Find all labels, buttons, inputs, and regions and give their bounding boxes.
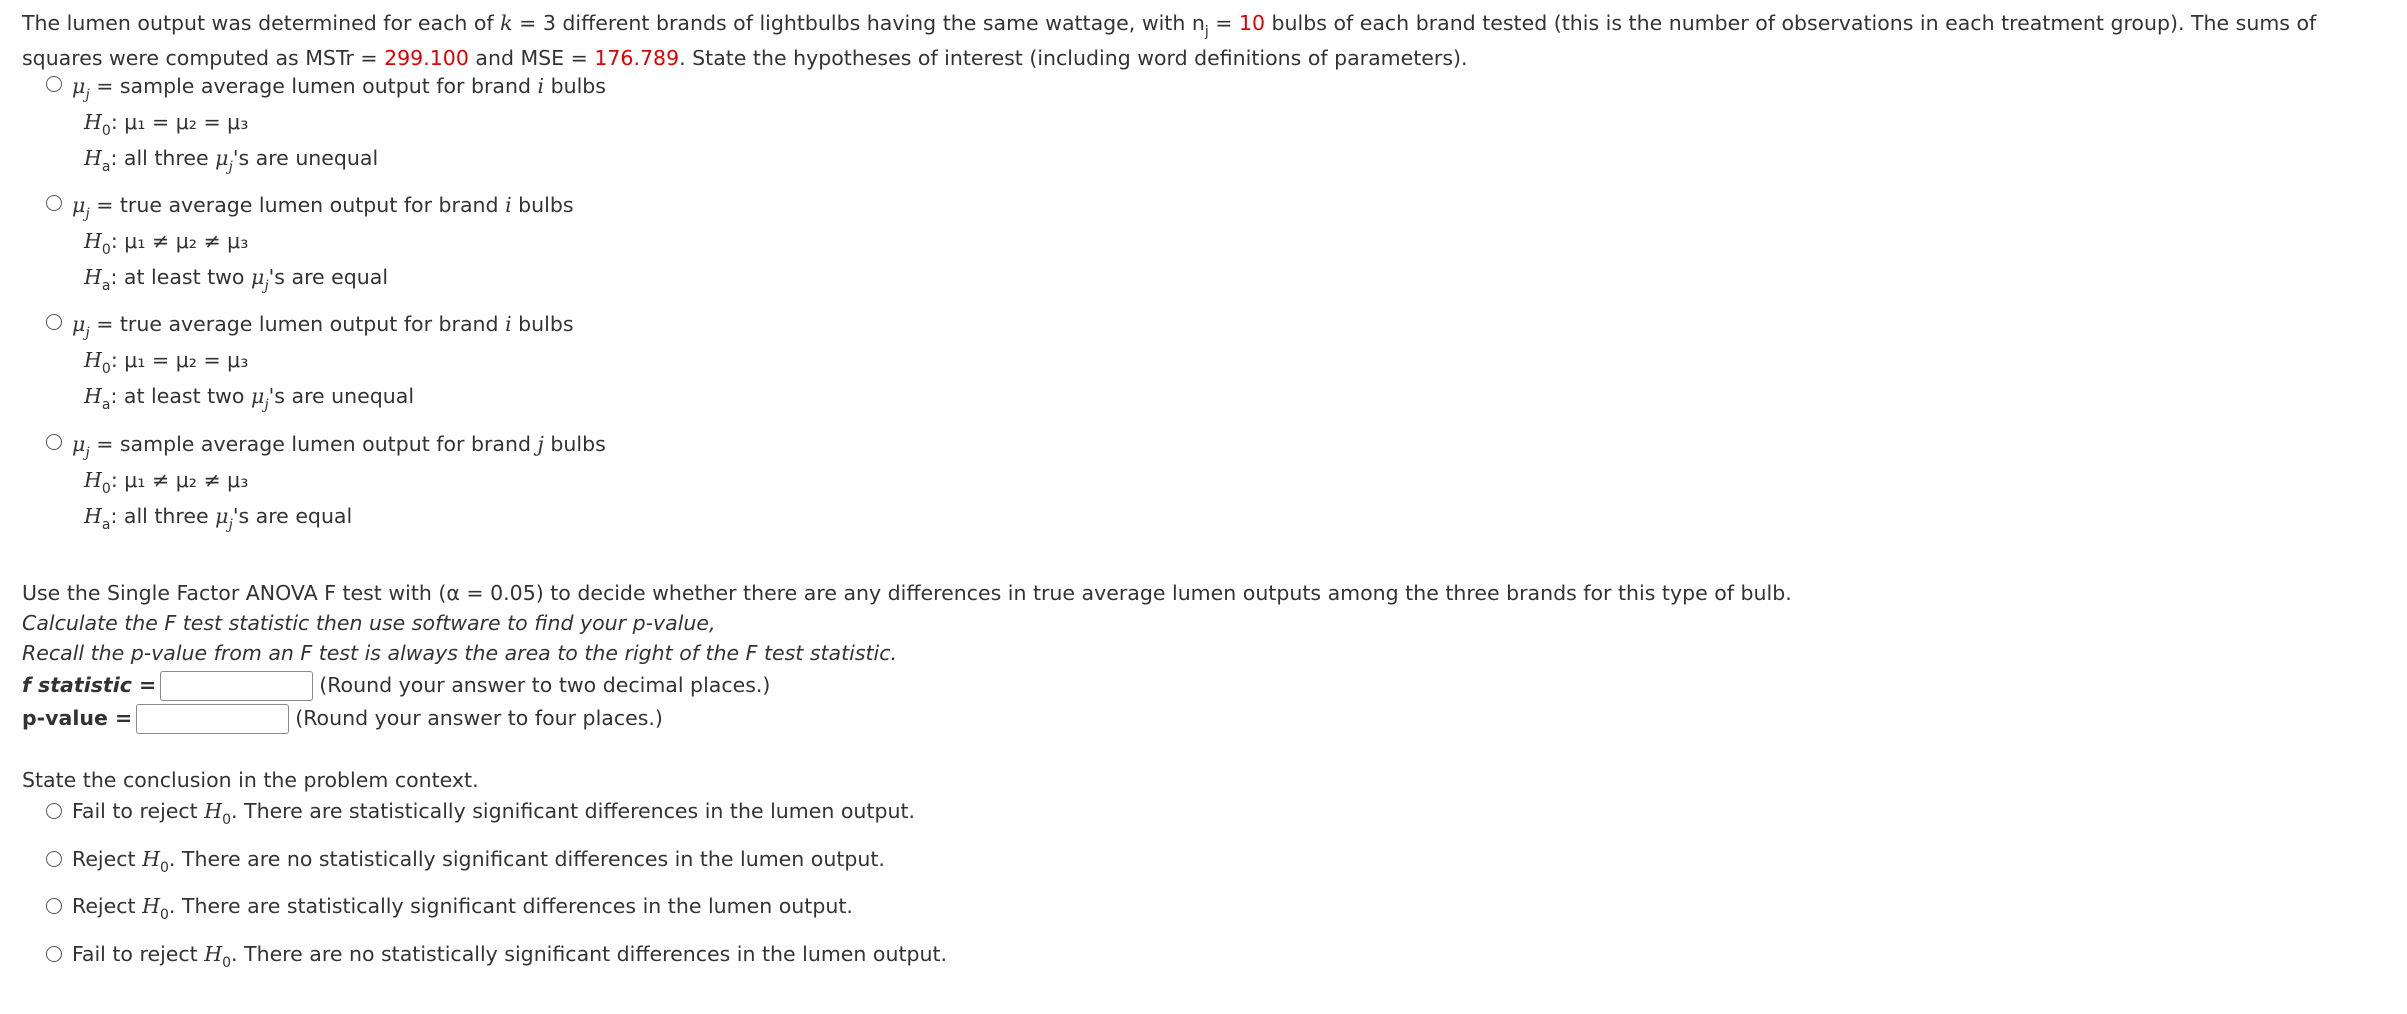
null-hypothesis	[84, 108, 249, 139]
conclusion-option[interactable]	[46, 797, 916, 828]
null-hypothesis-text: : μ₁ ≠ μ₂ ≠ μ₃	[110, 229, 249, 253]
mu-symbol: μ	[251, 384, 265, 408]
definition-text: = sample average lumen output for brand	[89, 74, 538, 98]
definition-text: = true average lumen output for brand	[89, 312, 506, 336]
mstr-value: 299.100	[384, 46, 469, 70]
mu-symbol: μ	[215, 504, 229, 528]
alternative-text: : at least two	[110, 265, 251, 289]
mu-symbol: μ	[72, 432, 86, 456]
h-symbol: H	[84, 265, 102, 289]
alternative-text: 's are unequal	[232, 146, 379, 170]
hypothesis-option[interactable]	[46, 310, 574, 413]
intro-text: The lumen output was determined for each of	[22, 11, 501, 35]
conclusion-text: . There are statistically significant differences in the lumen output.	[231, 799, 916, 823]
brand-index: i	[537, 74, 545, 98]
intro-text: = 3 different brands of lightbulbs having the same wattage, with n	[512, 11, 1205, 35]
mu-subscript: j	[85, 325, 90, 341]
null-hypothesis	[84, 466, 249, 497]
conclusion-text: . There are no statistically significant differences in the lumen output.	[231, 942, 948, 966]
mu-symbol: μ	[72, 193, 86, 217]
f-statistic-row	[22, 670, 770, 701]
f-statistic-label	[22, 673, 156, 697]
h-symbol: H	[142, 847, 160, 871]
definition-text: = true average lumen output for brand	[89, 193, 506, 217]
brand-index: i	[505, 193, 512, 217]
alternative-hypothesis	[84, 382, 415, 413]
ha-subscript: a	[101, 517, 111, 533]
p-value-input[interactable]	[136, 704, 289, 734]
null-hypothesis	[84, 227, 249, 258]
conclusion-text: Reject	[72, 847, 143, 871]
alternative-text: 's are equal	[232, 504, 353, 528]
radio-button[interactable]	[46, 76, 62, 92]
problem-statement	[22, 6, 2392, 76]
intro-text: . State the hypotheses of interest (including word definitions of parameters).	[679, 46, 1468, 70]
h-symbol: H	[142, 894, 160, 918]
p-value-hint: (Round your answer to four places.)	[295, 706, 663, 730]
alternative-hypothesis	[84, 502, 353, 533]
radio-button[interactable]	[46, 898, 62, 914]
intro-text: and MSE =	[468, 46, 595, 70]
mu-subscript: j	[228, 517, 233, 533]
conclusion-option[interactable]	[46, 940, 948, 971]
parameter-definition[interactable]	[46, 310, 574, 341]
f-statistic-label-text: f statistic =	[22, 673, 157, 697]
conclusion-text: . There are statistically significant differences in the lumen output.	[168, 894, 853, 918]
radio-button[interactable]	[46, 434, 62, 450]
anova-instruction-line: Calculate the F test statistic then use software to find your p-value,	[22, 611, 716, 635]
h0-subscript: 0	[101, 481, 111, 497]
alternative-hypothesis	[84, 263, 389, 294]
mu-subscript: j	[264, 278, 269, 294]
conclusion-title: State the conclusion in the problem context.	[22, 768, 479, 792]
mu-symbol: μ	[72, 74, 86, 98]
ha-subscript: a	[101, 159, 111, 175]
brand-index: j	[537, 432, 544, 456]
parameter-definition[interactable]	[46, 191, 574, 222]
alternative-text: : all three	[110, 146, 216, 170]
n-value: 10	[1238, 11, 1266, 35]
h-symbol: H	[84, 348, 102, 372]
alternative-text: 's are equal	[268, 265, 389, 289]
null-hypothesis	[84, 346, 249, 377]
definition-text: bulbs	[511, 312, 574, 336]
conclusion-text: Fail to reject	[72, 799, 205, 823]
definition-text: bulbs	[544, 74, 606, 98]
f-statistic-hint: (Round your answer to two decimal places.)	[319, 673, 771, 697]
nj-subscript: j	[1204, 24, 1209, 40]
alternative-hypothesis	[84, 144, 379, 175]
definition-text: bulbs	[511, 193, 574, 217]
mse-value: 176.789	[594, 46, 680, 70]
mu-symbol: μ	[251, 265, 265, 289]
hypothesis-option[interactable]	[46, 191, 574, 294]
mu-symbol: μ	[72, 312, 86, 336]
alternative-text: 's are unequal	[268, 384, 415, 408]
parameter-definition[interactable]	[46, 430, 606, 461]
radio-button[interactable]	[46, 314, 62, 330]
h0-subscript: 0	[222, 955, 232, 971]
mu-subscript: j	[85, 87, 90, 103]
anova-instruction-line: Recall the p-value from an F test is always the area to the right of the F test statistic.	[22, 641, 898, 665]
h0-subscript: 0	[101, 361, 111, 377]
hypothesis-option[interactable]	[46, 72, 606, 175]
p-value-label: p-value =	[22, 706, 133, 730]
mu-symbol: μ	[215, 146, 229, 170]
ha-subscript: a	[101, 397, 111, 413]
null-hypothesis-text: : μ₁ = μ₂ = μ₃	[110, 110, 249, 134]
radio-button[interactable]	[46, 851, 62, 867]
conclusion-text: . There are no statistically significant differences in the lumen output.	[168, 847, 885, 871]
radio-button[interactable]	[46, 946, 62, 962]
anova-instructions	[22, 578, 1792, 668]
conclusion-option[interactable]	[46, 892, 853, 923]
h0-subscript: 0	[101, 123, 111, 139]
h-symbol: H	[84, 384, 102, 408]
alternative-text: : at least two	[110, 384, 251, 408]
h-symbol: H	[84, 110, 102, 134]
definition-text: = sample average lumen output for brand	[89, 432, 538, 456]
ha-subscript: a	[101, 278, 111, 294]
intro-text: =	[1208, 11, 1239, 35]
h0-subscript: 0	[101, 242, 111, 258]
mu-subscript: j	[264, 397, 269, 413]
conclusion-option[interactable]	[46, 845, 885, 876]
radio-button[interactable]	[46, 195, 62, 211]
h0-subscript: 0	[159, 860, 169, 876]
conclusion-text: Reject	[72, 894, 143, 918]
definition-text: bulbs	[543, 432, 606, 456]
parameter-definition[interactable]	[46, 72, 606, 103]
h-symbol: H	[204, 942, 223, 966]
h-symbol: H	[84, 146, 102, 170]
mu-subscript: j	[85, 445, 90, 461]
anova-instruction-line: Use the Single Factor ANOVA F test with (α = 0.05) to decide whether there are any differences in true average lumen outputs among the three brands for this type of bulb.	[22, 581, 1792, 605]
k-symbol: k	[500, 11, 513, 35]
null-hypothesis-text: : μ₁ ≠ μ₂ ≠ μ₃	[110, 468, 249, 492]
alternative-text: : all three	[110, 504, 216, 528]
h-symbol: H	[84, 504, 102, 528]
null-hypothesis-text: : μ₁ = μ₂ = μ₃	[110, 348, 249, 372]
h0-subscript: 0	[222, 812, 232, 828]
mu-subscript: j	[85, 206, 90, 222]
brand-index: i	[505, 312, 512, 336]
h-symbol: H	[204, 799, 223, 823]
f-statistic-input[interactable]	[160, 671, 313, 701]
p-value-row	[22, 703, 663, 734]
conclusion-text: Fail to reject	[72, 942, 205, 966]
mu-subscript: j	[228, 159, 233, 175]
h0-subscript: 0	[159, 907, 169, 923]
h-symbol: H	[84, 229, 102, 253]
hypothesis-option[interactable]	[46, 430, 606, 533]
intro-text: bulbs of each brand tested (this is the number of observations in each treatment group). The sums of squares were computed as MSTr =	[22, 11, 2317, 70]
radio-button[interactable]	[46, 803, 62, 819]
h-symbol: H	[84, 468, 102, 492]
